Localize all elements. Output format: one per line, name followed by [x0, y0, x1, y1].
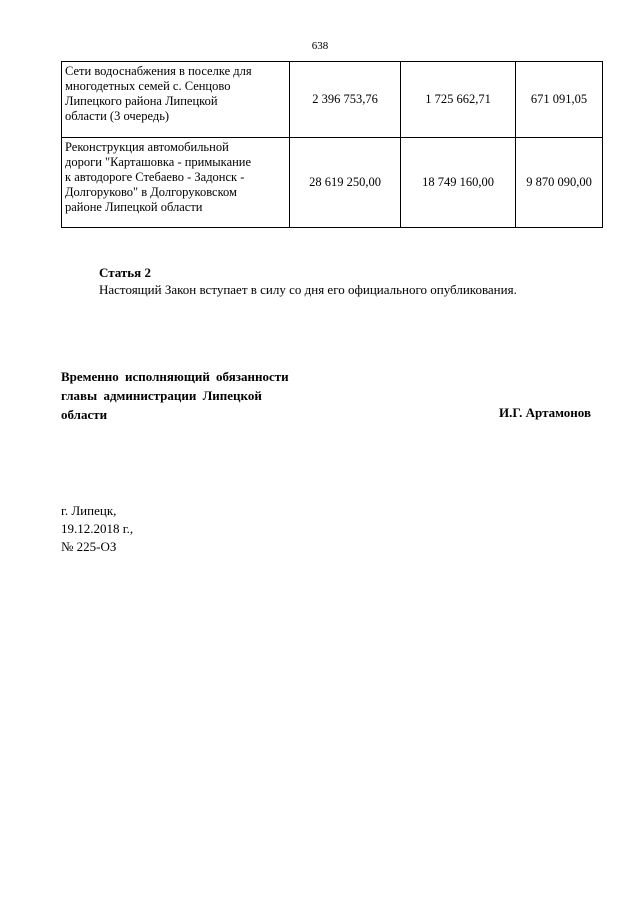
date: 19.12.2018 г.,: [61, 521, 134, 536]
signatory-position-line: области: [61, 407, 108, 422]
object-name-line: дороги "Карташовка - примыкание: [65, 155, 252, 169]
table-cell-value: 2 396 753,76: [290, 62, 401, 138]
article-title: Статья 2: [99, 265, 151, 280]
table-cell-value: 1 725 662,71: [401, 62, 516, 138]
signatory-name: И.Г. Артамонов: [498, 405, 591, 420]
object-name-line: районе Липецкой области: [65, 200, 203, 214]
object-name-line: Сети водоснабжения в поселке для: [65, 64, 252, 78]
table-cell-value: 18 749 160,00: [401, 138, 516, 228]
signatory-position: [61, 367, 361, 424]
table-cell-object-name: [62, 62, 290, 138]
object-name-line: к автодороге Стебаево - Задонск -: [65, 170, 245, 184]
table-cell-object-name: [62, 138, 290, 228]
table-cell-value: 28 619 250,00: [290, 138, 401, 228]
object-name-line: Долгоруково" в Долгоруковском: [65, 185, 237, 199]
object-name-line: Реконструкция автомобильной: [65, 140, 229, 154]
signatory-position-line: Временно исполняющий обязанности: [61, 369, 289, 384]
place-date-block: [61, 502, 133, 556]
table-row: [62, 138, 603, 228]
budget-table: [61, 61, 603, 228]
object-name-line: Липецкого района Липецкой: [65, 94, 218, 108]
law-number: № 225-ОЗ: [61, 539, 117, 554]
signatory-position-line: главы администрации Липецкой: [61, 388, 262, 403]
page-number: 638: [311, 40, 329, 52]
city: г. Липецк,: [61, 503, 117, 518]
table-cell-value: 671 091,05: [516, 62, 603, 138]
table-row: [62, 62, 603, 138]
object-name-line: многодетных семей с. Сенцово: [65, 79, 231, 93]
table-cell-value: 9 870 090,00: [516, 138, 603, 228]
article-text: Настоящий Закон вступает в силу со дня его официального опубликования.: [99, 282, 517, 297]
object-name-line: области (3 очередь): [65, 109, 170, 123]
